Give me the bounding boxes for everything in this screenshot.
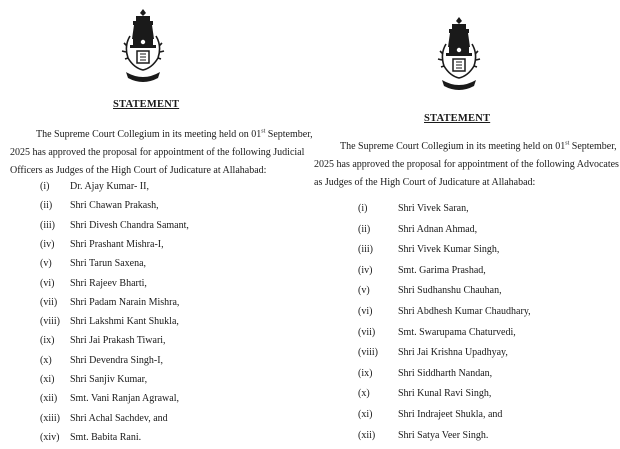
list-item-number: (iii) [358,244,373,256]
list-item-name: Shri Satya Veer Singh. [398,429,489,441]
list-item-name: Shri Jai Prakash Tiwari, [70,335,166,347]
statement-heading: STATEMENT [113,99,180,110]
list-item-number: (i) [358,203,368,214]
paragraph-line-3: Officers as Judges of the High Court of Judicature at Allahabad: [10,165,267,176]
list-item-name: Shri Vivek Kumar Singh, [398,244,500,256]
list-item-number: (xiii) [40,412,60,424]
list-item-name: Shri Divesh Chandra Samant, [70,219,189,231]
list-item-number: (xi) [358,409,373,420]
list-item-name: Shri Achal Sachdev, and [70,412,168,424]
list-item-name: Shri Kunal Ravi Singh, [398,388,492,400]
list-item-number: (i) [40,181,50,192]
list-item-number: (ii) [40,200,53,212]
list-item-number: (viii) [358,347,378,359]
paragraph-line-2: 2025 has approved the proposal for appointment of the following Judicial [10,147,305,158]
statement-paragraph [10,126,313,180]
paragraph-line-3: as Judges of the High Court of Judicature at Allahabad: [314,177,536,188]
list-item-name: Shri Abdhesh Kumar Chaudhary, [398,306,531,317]
list-item-name: Shri Vivek Saran, [398,203,469,214]
list-item-number: (v) [40,258,52,270]
list-item-name: Shri Siddharth Nandan, [398,367,493,379]
list-item-number: (xii) [40,393,58,405]
list-item-number: (vi) [40,277,55,289]
judicial-officers-list [40,181,300,445]
statement-paragraph [314,138,619,192]
list-item-name: Shri Indrajeet Shukla, and [398,409,503,420]
list-item-number: (ix) [358,367,373,379]
list-item-name: Smt. Babita Rani. [70,431,142,443]
paragraph-line-1: The Supreme Court Collegium in its meeting held on 01st September, [36,128,313,140]
list-item-number: (viii) [40,316,60,328]
list-item-number: (xi) [40,374,55,385]
list-item-number: (v) [358,285,370,297]
list-item-name: Smt. Garima Prashad, [398,264,486,276]
right-statement-document [310,0,620,449]
list-item-number: (vii) [40,296,58,308]
list-item-number: (x) [358,388,370,400]
paragraph-line-2: 2025 has approved the proposal for appointment of the following Advocates [314,159,619,170]
list-item-number: (iv) [358,264,373,276]
list-item-name: Shri Jai Krishna Upadhyay, [398,347,508,359]
supreme-court-emblem-icon [436,14,482,94]
list-item-number: (x) [40,354,52,366]
list-item-name: Shri Prashant Mishra-I, [70,238,164,250]
list-item-name: Shri Chawan Prakash, [70,200,159,212]
list-item-name: Smt. Vani Ranjan Agrawal, [70,393,179,405]
list-item-number: (vii) [358,326,376,338]
list-item-number: (xii) [358,429,376,441]
paragraph-line-1: The Supreme Court Collegium in its meeting held on 01st September, [340,140,617,152]
list-item-number: (iii) [40,219,55,231]
list-item-name: Smt. Swarupama Chaturvedi, [398,326,516,338]
list-item-name: Shri Rajeev Bharti, [70,277,147,289]
list-item-name: Dr. Ajay Kumar- II, [70,181,149,192]
list-item-name: Shri Sudhanshu Chauhan, [398,285,502,297]
list-item-name: Shri Devendra Singh-I, [70,354,164,366]
supreme-court-emblem-icon [120,6,166,86]
statement-heading: STATEMENT [424,113,491,124]
list-item-number: (iv) [40,238,55,250]
list-item-name: Shri Adnan Ahmad, [398,223,478,235]
list-item-name: Shri Sanjiv Kumar, [70,374,148,385]
list-item-name: Shri Padam Narain Mishra, [70,296,180,308]
list-item-number: (xiv) [40,431,60,443]
list-item-number: (ii) [358,223,371,235]
list-item-name: Shri Tarun Saxena, [70,258,147,270]
list-item-name: Shri Lakshmi Kant Shukla, [70,316,179,328]
advocates-list [358,203,616,447]
list-item-number: (ix) [40,335,55,347]
list-item-number: (vi) [358,306,373,317]
